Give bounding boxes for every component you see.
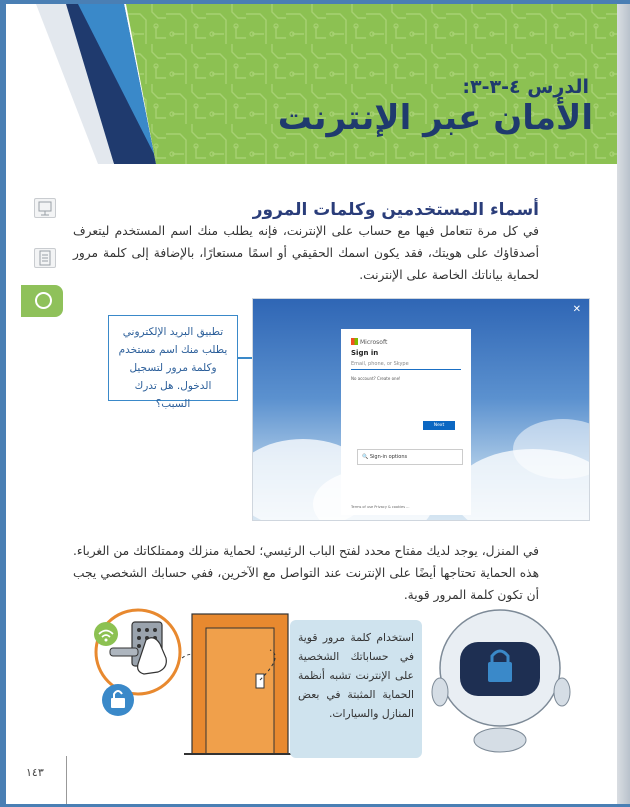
padlock-icon	[102, 684, 134, 716]
lock-callout: استخدام كلمة مرور قوية في حساباتك الشخصية على الإنترنت تشبه أنظمة الحماية المثبتة في بعض المنازل والسيارات.	[290, 620, 422, 758]
signin-footer: Terms of use Privacy & cookies ...	[351, 505, 410, 509]
next-button[interactable]: Next	[423, 421, 455, 430]
page-number: ١٤٣	[26, 766, 44, 779]
page-divider	[66, 756, 67, 804]
callout-connector	[238, 357, 252, 359]
signin-screenshot	[252, 298, 590, 521]
email-callout: تطبيق البريد الإلكتروني يطلب منك اسم مستخدم وكلمة مرور لتسجيل الدخول. هل تدرك السبب؟	[108, 315, 238, 401]
microsoft-logo: Microsoft	[351, 338, 387, 346]
door-icon	[184, 614, 296, 754]
lesson-banner	[6, 4, 617, 164]
page-edge	[617, 4, 630, 804]
presentation-icon[interactable]	[34, 198, 56, 218]
textbook-page	[6, 4, 617, 804]
security-icon[interactable]	[21, 285, 63, 317]
signin-dialog	[341, 329, 471, 515]
signin-title: Sign in	[351, 349, 379, 357]
section-title: أسماء المستخدمين وكلمات المرور	[252, 200, 539, 220]
create-account-link[interactable]: No account? Create one!	[351, 376, 401, 381]
paragraph-intro: في كل مرة تتعامل فيها مع حساب على الإنترنت، فإنه يطلب منك اسم المستخدم ليتعرف أصدقاؤك على هويتك، فقد يكون اسمك الحقيقي أو اسمًا مستعارًا، بالإضافة إلى كلمة مرور لحماية بياناتك الخاصة على الإنترنت.	[73, 224, 539, 282]
robot-icon	[432, 610, 570, 752]
lesson-title: الأمان عبر الإنترنت	[277, 98, 593, 138]
lesson-number: الدرس ٤-٣-٣:	[462, 76, 589, 98]
signin-options-button[interactable]: 🔍 Sign-in options	[357, 449, 463, 465]
document-icon[interactable]	[34, 248, 56, 268]
close-icon[interactable]: ✕	[572, 304, 581, 315]
email-field[interactable]: Email, phone, or Skype	[351, 361, 461, 370]
wifi-icon	[94, 622, 118, 646]
paragraph-home: في المنزل، يوجد لديك مفتاح محدد لفتح الباب الرئيسي؛ لحماية منزلك وممتلكاتك من الغرباء. هذه الحماية تحتاجها أيضًا على الإنترنت عند التواصل مع الآخرين، ففي حسابك الشخصي يجب أن تكون كلمة المرور قوية.	[73, 544, 539, 602]
